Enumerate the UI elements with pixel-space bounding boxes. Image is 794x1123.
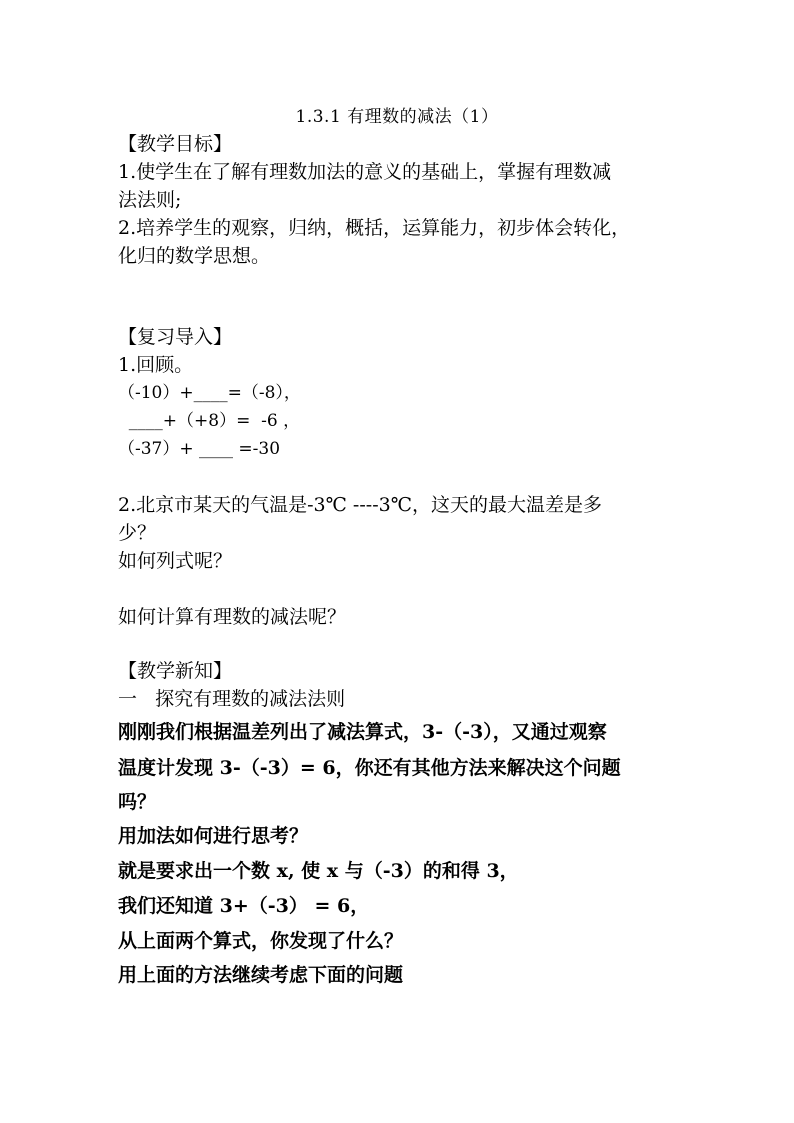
paragraph-line-1: 刚刚我们根据温差列出了减法算式，3-（-3），又通过观察 [118,721,607,743]
objective-1-line-2: 法法则; [118,189,182,211]
objective-1-line-1: 1.使学生在了解有理数加法的意义的基础上，掌握有理数减 [118,161,612,183]
review-item-2-line-1: 2.北京市某天的气温是-3℃ ----3℃，这天的最大温差是多 [118,494,602,516]
paragraph-line-2: 温度计发现 3-（-3）= 6，你还有其他方法来解决这个问题 [118,757,621,779]
paragraph-line-5: 就是要求出一个数 x, 使 x 与（-3）的和得 3， [118,860,519,882]
paragraph-line-4: 用加法如何进行思考？ [118,825,309,847]
lesson-title: 1.3.1 有理数的减法（1） [295,107,499,127]
objectives-heading: 【教学目标】 [118,133,233,155]
objective-2-line-2: 化归的数学思想。 [118,245,271,267]
paragraph-line-3: 吗？ [118,791,157,813]
paragraph-line-7: 从上面两个算式，你发现了什么？ [118,930,404,952]
review-equation-2: ____+（+8）= -6 ， [118,411,301,431]
review-question-1: 如何列式呢？ [118,550,233,572]
new-knowledge-heading: 【教学新知】 [118,660,233,682]
paragraph-line-8: 用上面的方法继续考虑下面的问题 [118,964,404,986]
section-1-title: 一 探究有理数的减法法则 [118,688,346,710]
review-equation-3: （-37）+ ____ =-30 [118,439,281,459]
review-heading: 【复习导入】 [118,326,233,348]
review-question-2: 如何计算有理数的减法呢？ [118,606,347,628]
review-item-2-line-2: 少？ [118,522,157,544]
objective-2-line-1: 2.培养学生的观察，归纳，概括，运算能力，初步体会转化， [118,217,631,239]
paragraph-line-6: 我们还知道 3+（-3） = 6， [118,895,370,917]
review-item-1: 1.回顾。 [118,354,194,376]
review-equation-1: （-10）+____=（-8）， [118,383,301,403]
